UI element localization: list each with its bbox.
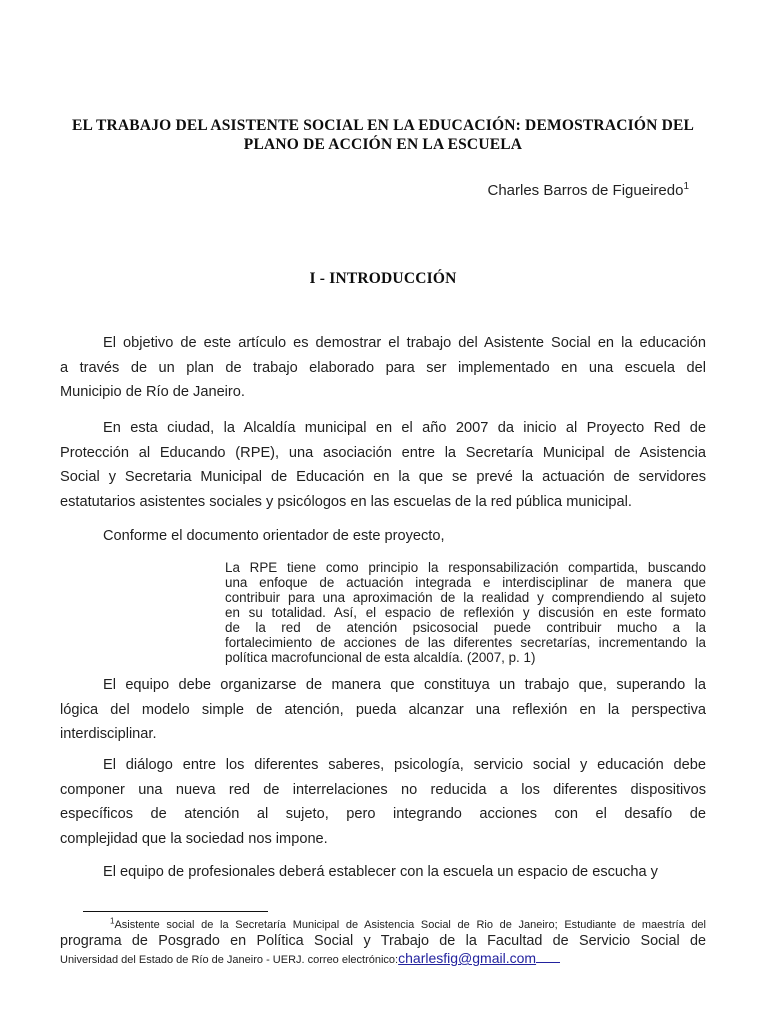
text-line: El equipo de profesionales deberá establecer con la escuela un espacio de escucha y [103,864,658,880]
text-line: El diálogo entre los diferentes saberes, psicología, servicio social y educación debe [103,757,706,773]
text-line: El equipo debe organizarse de manera que constituya un trabajo que, superando la [103,677,706,693]
paragraph-6 [60,860,706,885]
paragraph-2 [60,416,706,514]
block-quote [225,560,706,665]
title-line-1: EL TRABAJO DEL ASISTENTE SOCIAL EN LA EDUCACIÓN: DEMOSTRACIÓN DEL [71,117,695,134]
text-line: En esta ciudad, la Alcaldía municipal en el año 2007 da inicio al Proyecto Red de [103,420,706,436]
email-underline-extension [536,951,560,963]
text-line: La RPE tiene como principio la responsabilización compartida, buscando [225,560,706,575]
email-link[interactable]: charlesfig@gmail.com [398,950,537,966]
text-line: específicos de atención al sujeto, pero integrando acciones con el desafío de [60,806,706,822]
paragraph-1 [60,331,706,405]
author-footnote-ref: 1 [683,181,689,192]
paragraph-4 [60,673,706,747]
text-line: lógica del modelo simple de atención, pueda alcanzar una reflexión en la perspectiva [60,701,706,718]
text-line: Protección al Educando (RPE), una asociación entre la Secretaría Municipal de Asistencia [60,444,706,461]
author-name: Charles Barros de Figueiredo [487,182,684,199]
text-line: de la red de atención psicosocial puede contribuir mucho a la [225,620,706,635]
title-line-2: PLANO DE ACCIÓN EN LA ESCUELA [243,136,523,153]
document-title [60,116,706,154]
text-line: componer una nueva red de interrelaciones no reducida a los diferentes dispositivos [60,781,706,798]
text-line: El objetivo de este artículo es demostrar el trabajo del Asistente Social en la educación [103,335,706,351]
text-line: interdisciplinar. [60,726,157,742]
text-line: contribuir para una aproximación de la realidad y comprendiendo al sujeto [225,590,706,605]
text-line: complejidad que la sociedad nos impone. [60,830,328,847]
footnote-divider [83,911,268,912]
text-line: a través de un plan de trabajo elaborado para ser implementado en una escuela del [60,359,706,376]
footnote-marker: 1 [110,917,115,926]
text-line: una enfoque de actuación integrada e interdisciplinar de manera que [225,575,706,590]
footnote-line-1 [60,917,706,933]
section-heading: I - INTRODUCCIÓN [309,270,457,287]
paragraph-5 [60,753,706,851]
paragraph-3 [60,524,706,549]
footnote-line-3 [60,950,706,969]
text-line: Conforme el documento orientador de este proyecto, [103,528,445,544]
author-line [60,181,689,201]
text-line: estatutarios asistentes sociales y psicólogos en las escuelas de la red pública municipal. [60,493,632,510]
text-line: en su totalidad. Así, el espacio de reflexión y discusión en este formato [225,605,706,620]
text-line: Social y Secretaria Municipal de Educación en la que se prevé la actuación de servidores [60,469,706,485]
text-line: fortalecimiento de acciones de las diferentes secretarías, incrementando la [225,635,706,650]
page-content [60,0,706,1024]
text-line: política macrofuncional de esta alcaldía. (2007, p. 1) [225,650,536,665]
footnote [60,917,706,969]
footnote-text-1: Asistente social de la Secretaría Municipal de Asistencia Social de Rio de Janeiro; Estudiante de maestría del [114,919,706,931]
footnote-line-2: programa de Posgrado en Política Social y Trabajo de la Facultad de Servicio Social de [60,933,706,949]
footnote-text-3: Universidad del Estado de Río de Janeiro - UERJ. correo electrónico: [60,954,399,966]
text-line: Municipio de Río de Janeiro. [60,384,245,400]
